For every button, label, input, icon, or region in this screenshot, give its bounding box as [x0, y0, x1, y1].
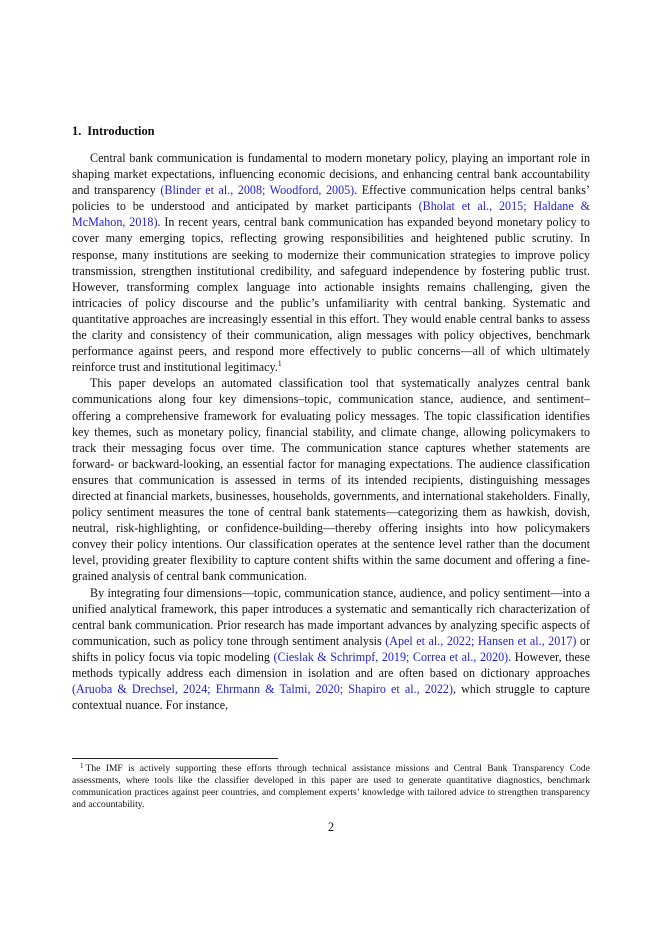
body-text — [72, 150, 590, 713]
footnote-divider — [72, 758, 278, 759]
citation-link[interactable]: (Cieslak & Schrimpf, 2019; Correa et al., 2020) — [273, 649, 509, 664]
footnote-mark: 1 — [80, 762, 84, 770]
footnote-text: The IMF is actively supporting these efforts through technical assistance missions and Central Bank Transparency Code assessments, where tools like the classifier developed in this paper are used to generate quantitative diagnostics, benchmark communication practices against peer countries, and complement experts’ knowledge with tailored advice to strengthen transparency and accountability. — [72, 763, 590, 811]
citation-link[interactable]: (Bholat et al., 2015; Haldane & McMahon, 2018) — [72, 199, 591, 230]
paragraph-1 — [72, 150, 590, 375]
citation-link[interactable]: (Apel et al., 2022; Hansen et al., 2017) — [385, 633, 577, 648]
paragraph-3 — [72, 585, 590, 714]
paragraph-text: , which struggle to capture contextual nuance. For instance, — [72, 682, 590, 713]
footnote-reference[interactable]: 1 — [277, 359, 282, 369]
citation-link[interactable]: (Aruoba & Drechsel, 2024; Ehrmann & Talmi, 2020; Shapiro et al., 2022) — [72, 682, 453, 697]
page-number: 2 — [327, 820, 335, 834]
section-number: 1. — [72, 124, 82, 138]
section-title: Introduction — [87, 124, 155, 138]
paragraph-text: . In recent years, central bank communication has expanded beyond monetary policy to cover many emerging topics, reflecting growing responsibilities and heightened public scrutiny. In response, many institutions are seeking to modernize their communication strategies to improve policy transmission, strengthen institutional credibility, and safeguard independence by fostering public trust. However, transforming complex language into actionable insights remains challenging, given the intricacies of policy discourse and the public’s unfamiliarity with central banking. Systematic and quantitative approaches are increasingly essential in this effort. They would enable central banks to assess the clarity and consistency of their communication, align messages with policy objectives, benchmark performance against peers, and respond more effectively to public concerns—all of which ultimately reinforce trust and institutional legitimacy. — [72, 215, 590, 375]
paragraph-2: This paper develops an automated classification tool that systematically analyzes central bank communications along four key dimensions–topic, communication stance, audience, and sentiment–offering a comprehensive framework for evaluating policy messages. The topic classification identifies key themes, such as monetary policy, financial stability, and climate change, allowing policymakers to track their messaging focus over time. The communication stance captures whether statements are forward- or backward-looking, an essential factor for managing expectations. The audience classification ensures that communication is assessed in terms of its intended recipients, distinguishing messages directed at financial markets, businesses, households, governments, and international stakeholders. Finally, policy sentiment measures the tone of central bank statements—categorizing them as hawkish, dovish, neutral, risk-highlighting, or confidence-building—thereby offering insights into how policymakers convey their policy intentions. Our classification operates at the sentence level rather than the document level, providing greater flexibility to capture content shifts within the same document and offering a fine-grained analysis of central bank communication. — [72, 376, 590, 584]
paragraph-text: . However, these methods typically address each dimension in isolation and are often based on dictionary approaches — [72, 649, 590, 680]
paragraph-text: . Effective communication helps central banks’ policies to be understood and anticipated by market participants — [72, 183, 590, 214]
paragraph-text: Central bank communication is fundamental to modern monetary policy, playing an important role in shaping market expectations, influencing economic decisions, and enhancing central bank accountability and transparency — [72, 151, 590, 198]
paragraph-text: By integrating four dimensions—topic, communication stance, audience, and policy sentiment—into a unified analytical framework, this paper introduces a systematic and semantically rich characterization of central bank communication. Prior research has made important advances by analyzing specific aspects of communication, such as policy tone through sentiment analysis — [72, 585, 590, 648]
footnote — [72, 763, 590, 811]
section-heading — [72, 124, 155, 139]
citation-link[interactable]: (Blinder et al., 2008; Woodford, 2005) — [160, 183, 355, 198]
paragraph-text: or shifts in policy focus via topic modeling — [72, 633, 590, 664]
